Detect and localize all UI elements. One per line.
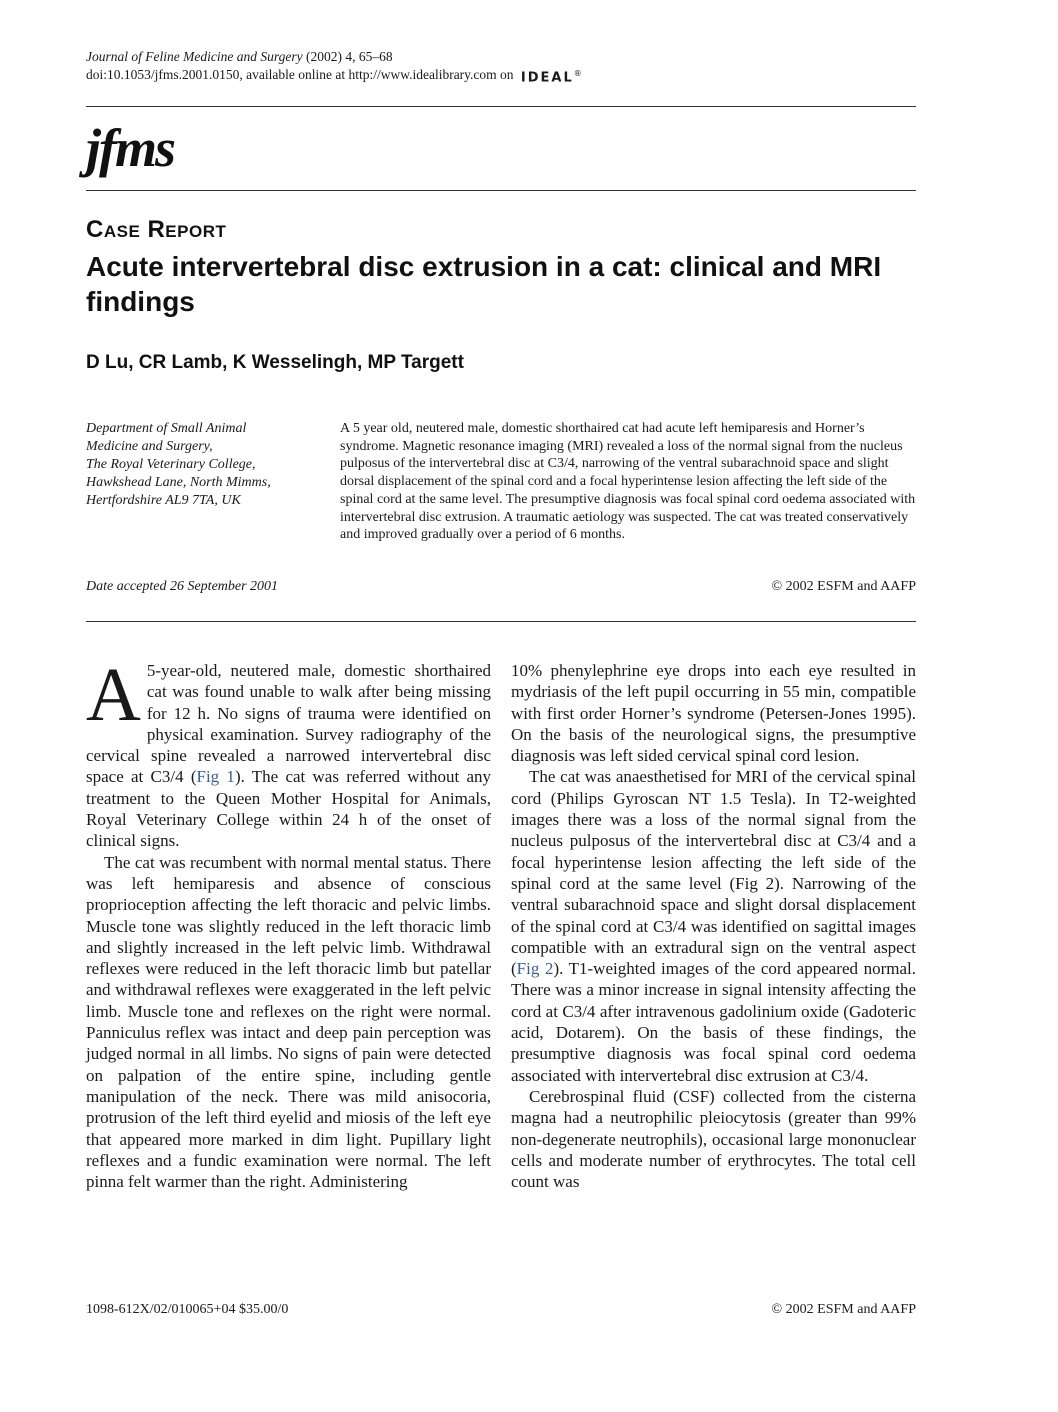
affiliation-line: Medicine and Surgery,	[86, 439, 213, 454]
paragraph: Cerebrospinal fluid (CSF) collected from the cisterna magna had a neutrophilic pleiocytosis (greater than 99% non-degenerate neutrophils), occasional large mononuclear cells and moderate number of erythrocytes. The total cell count was	[511, 1086, 916, 1192]
affiliation-line: Hawkshead Lane, North Mimms,	[86, 475, 271, 490]
logo-divider	[86, 190, 916, 191]
figure-link[interactable]: Fig 1	[196, 767, 235, 787]
affiliation	[86, 420, 326, 510]
doi-text[interactable]: doi:10.1053/jfms.2001.0150, available online at http://www.idealibrary.com on	[86, 66, 514, 82]
journal-name: Journal of Feline Medicine and Surgery	[86, 49, 303, 64]
drop-cap: A	[86, 653, 141, 737]
running-header	[86, 48, 582, 86]
date-accepted: Date accepted 26 September 2001	[86, 579, 279, 594]
abstract-divider	[86, 621, 916, 622]
header-divider	[86, 106, 916, 107]
journal-logo: jfms	[86, 118, 175, 178]
abstract: A 5 year old, neutered male, domestic shorthaired cat had acute left hemiparesis and Horner’s syndrome. Magnetic resonance imaging (MRI) revealed a loss of the normal signal from the nucleus pulposus of the intervertebral disc at C3/4, narrowing of the ventral subarachnoid space and slight dorsal displacement of the spinal cord and a focal hyperintense lesion affecting the left side of the spinal cord at the same level. The presumptive diagnosis was focal spinal cord oedema associated with intervertebral disc extrusion. A traumatic aetiology was suspected. The cat was treated conservatively and improved gradually over a period of 6 months.	[340, 421, 916, 543]
author-list: D Lu, CR Lamb, K Wesselingh, MP Targett	[86, 352, 464, 373]
affiliation-line: The Royal Veterinary College,	[86, 457, 256, 472]
paragraph: 10% phenylephrine eye drops into each eye resulted in mydriasis of the left pupil occurring in 55 min, compatible with first order Horner’s syndrome (Petersen-Jones 1995). On the basis of the neurological signs, the presumptive diagnosis was left sided cervical spinal cord lesion.	[511, 661, 916, 766]
citation-line	[86, 48, 582, 65]
paragraph: The cat was recumbent with normal mental status. There was left hemiparesis and absence of conscious proprioception affecting the left thoracic and pelvic limbs. Muscle tone was slightly reduced in the left thoracic limb and slightly increased in the left pelvic limb. Withdrawal reflexes were reduced in the left thoracic limb but patellar and withdrawal reflexes were exaggerated in the left pelvic limb. Muscle tone and reflexes on the right were normal. Panniculus reflex was intact and deep pain perception was judged normal in all limbs. No signs of pain were detected on palpation of the entire spine, including gentle manipulation of the neck. There was mild anisocoria, protrusion of the left third eyelid and miosis of the left eye that appeared more marked in dim light. Pupillary light reflexes and a fundic examination were normal. The left pinna felt warmer than the right. Administering	[86, 852, 491, 1192]
article-type: Case Report	[86, 216, 227, 243]
ideal-logo: IDEAL®	[520, 69, 582, 86]
paragraph: The cat was anaesthetised for MRI of the cervical spinal cord (Philips Gyroscan NT 1.5 Tesla). In T2-weighted images there was a loss of the normal signal from the nucleus pulposus of the intervertebral disc at C3/4 and a focal hyperintense lesion affecting the left side of the spinal cord at the same level (Fig 2). Narrowing of the ventral subarachnoid space and slight dorsal displacement of the spinal cord at C3/4 was identified on sagittal images compatible with an extradural sign on the ventral aspect (Fig 2). T1-weighted images of the cord appeared normal. There was a minor increase in signal intensity affecting the cord at C3/4 after intravenous gadolinium oxide (Gadoteric acid, Dotarem). On the basis of these findings, the presumptive diagnosis was focal spinal cord oedema associated with intervertebral disc extrusion at C3/4.	[511, 767, 916, 1085]
figure-link[interactable]: Fig 2	[516, 959, 554, 979]
citation: (2002) 4, 65–68	[305, 49, 393, 64]
affiliation-line: Department of Small Animal	[86, 421, 247, 436]
footer-copyright: © 2002 ESFM and AAFP	[771, 1302, 916, 1317]
footer-code: 1098-612X/02/010065+04 $35.00/0	[86, 1302, 289, 1317]
body-column-left	[86, 653, 491, 1192]
paragraph: A 5-year-old, neutered male, domestic shorthaired cat was found unable to walk after being missing for 12 h. No signs of trauma were identified on physical examination. Survey radiography of the cervical spine revealed a narrowed intervertebral disc space at C3/4 (Fig 1). The cat was referred without any treatment to the Queen Mother Hospital for Animals, Royal Veterinary College within 24 h of the onset of clinical signs.	[86, 653, 491, 851]
article-title: Acute intervertebral disc extrusion in a cat: clinical and MRI findings	[86, 251, 882, 317]
affiliation-line: Hertfordshire AL9 7TA, UK	[86, 493, 241, 508]
doi-line	[86, 65, 582, 86]
abstract-copyright: © 2002 ESFM and AAFP	[771, 579, 916, 594]
body-column-right	[511, 660, 916, 1192]
